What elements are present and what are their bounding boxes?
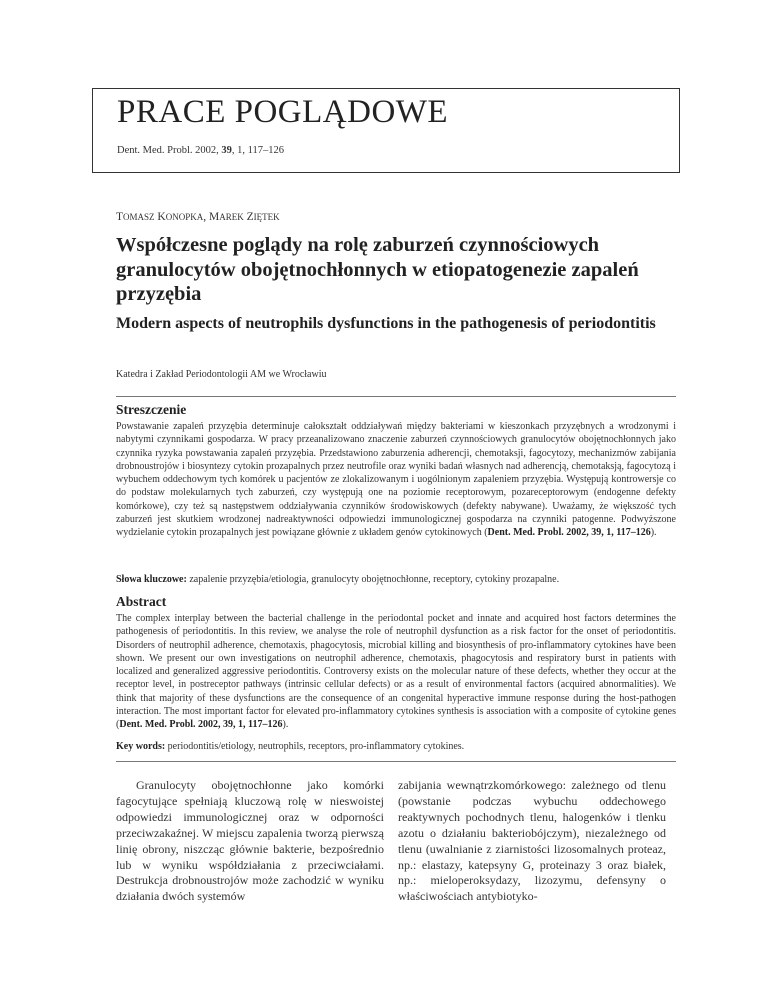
author1-first-rest: OMASZ: [123, 212, 155, 222]
affiliation: Katedra i Zakład Periodontologii AM we Wrocławiu: [116, 369, 327, 380]
abstract-body: [116, 612, 676, 732]
author1-first-initial: T: [116, 211, 124, 223]
author1-last-initial: K: [157, 211, 166, 223]
section-title: PRACE POGLĄDOWE: [117, 94, 449, 130]
author-separator: ,: [203, 211, 209, 223]
citation-prefix: Dent. Med. Probl. 2002,: [117, 145, 222, 156]
keywords-polish-text: zapalenie przyzębia/etiologia, granulocyty obojętnochłonne, receptory, cytokiny prozapalne.: [186, 574, 560, 585]
authors: [116, 211, 280, 223]
abstract-citation: Dent. Med. Probl. 2002, 39, 1, 117–126: [119, 719, 283, 731]
citation-volume: 39: [221, 145, 232, 156]
author2-first-rest: AREK: [219, 212, 244, 222]
keywords-english: [116, 740, 676, 753]
journal-citation: [117, 145, 284, 156]
body-column-right: zabijania wewnątrzkomórkowego: zależnego od tlenu (powstanie podczas wybuchu oddechowego reaktywnych pochodnych tlenu, halogenków i tlenku azotu o działaniu bakteriobójczym), niezależnego od tlenu (uwalnianie z ziarnistości lizosomalnych proteaz, np.: elastazy, katepsyny G, proteinazy 3 oraz białek, np.: mieloperoksydazy, lizozymu, defensyny o właściwościach antybiotyko-: [398, 778, 666, 904]
article-title-english: Modern aspects of neutrophils dysfunctions in the pathogenesis of periodontitis: [116, 315, 656, 332]
keywords-english-text: periodontitis/etiology, neutrophils, receptors, pro-inflammatory cytokines.: [165, 741, 465, 752]
streszczenie-heading: Streszczenie: [116, 402, 187, 417]
journal-section-header: [92, 88, 680, 173]
author2-first-initial: M: [209, 211, 220, 223]
body-column-left: Granulocyty obojętnochłonne jako komórki fagocytujące spełniają kluczową rolę w nieswoistej odpowiedzi immunologicznej oraz w odporności przeciwzakaźnej. W miejscu zapalenia tworzą pierwszą linię obrony, niszcząc głównie bakterie, bezpośrednio lub w wyniku współdziałania z przeciwciałami. Destrukcja drobnoustrojów może zachodzić w wyniku działania dwóch systemów: [116, 778, 384, 904]
streszczenie-text: Powstawanie zapaleń przyzębia determinuje całokształt oddziaływań między bakteriami w kieszonkach przyzębnych a wrodzonymi i nabytymi czynnikami gospodarza. W pracy przeanalizowano znaczenie zaburzeń czynnościowych granulocytów obojętnochłonnych jako czynnika ryzyka powstawania zapaleń przyzębia. Przedstawiono zaburzenia adherencji, chemotaksji, fagocytozy, mechanizmów zabijania drobnoustrojów i biosyntezy cytokin prozapalnych przez neutrofile oraz wyniki badań własnych nad adherencją, chemotaksją, fagocytozą i wybuchem oddechowym tych komórek u pacjentów ze zlokalizowanym i uogólnionym zapaleniem przyzębia. Występują kontrowersje co do podstaw molekularnych tych zaburzeń, czy występują one na poziomie receptorowym, pozareceptorowym (endogenne defekty komórkowe), czy też są następstwem oddziaływania czynników środowiskowych (defekty nabywane). Uważamy, że większość tych zaburzeń jest skutkiem wrodzonej nadreaktywności odpowiedzi immunologicznej gospodarza na czynniki patogenne. Podwyższone wydzielanie cytokin prozapalnych jest powiązane głównie z układem genów cytokinowych (: [116, 421, 676, 539]
citation-suffix: , 1, 117–126: [231, 145, 285, 156]
divider-top: [116, 396, 676, 397]
keywords-english-label: Key words:: [116, 741, 166, 752]
keywords-polish-label: Słowa kluczowe:: [116, 574, 187, 585]
divider-bottom: [116, 761, 676, 762]
abstract-text: The complex interplay between the bacterial challenge in the periodontal pocket and innate and acquired host factors determines the pathogenesis of periodontitis. In this review, we analyse the role of neutrophil dysfunction as a risk factor for the onset of periodontitis. Disorders of neutrophil adherence, chemotaxis, phagocytosis, microbial killing and biosynthesis of pro-inflammatory cytokines have been shown. We present our own investigations on neutrophil adherence, chemotaxis, phagocytosis and respiratory burst in patients with localized and generalized aggressive periodontitis. Controversy exists on the molecular nature of these defects, whether they occur at the receptor level, in postreceptor pathways (intrinsic cellular defects) or as a result of environmental factors (acquired abnormalities). We think that majority of these dysfunctions are the consequence of an congenital hyperactive immune response during the host-pathogen interaction. The most important factor for elevated pro-inflammatory cytokines synthesis is association with a composite of cytokine genes (: [116, 613, 676, 731]
streszczenie-body: [116, 420, 676, 540]
author1-last-rest: ONOPKA: [165, 212, 204, 222]
streszczenie-close: ).: [650, 527, 657, 539]
article-title-polish: Współczesne poglądy na rolę zaburzeń czynnościowych granulocytów obojętnochłonnych w etiopatogenezie zapaleń przyzębia: [116, 234, 639, 305]
abstract-heading: Abstract: [116, 594, 167, 609]
keywords-polish: [116, 573, 676, 586]
abstract-close: ).: [282, 719, 289, 731]
author2-last-rest: IĘTEK: [253, 212, 280, 222]
streszczenie-citation: Dent. Med. Probl. 2002, 39, 1, 117–126: [487, 527, 651, 539]
author2-last-initial: Z: [246, 211, 254, 223]
